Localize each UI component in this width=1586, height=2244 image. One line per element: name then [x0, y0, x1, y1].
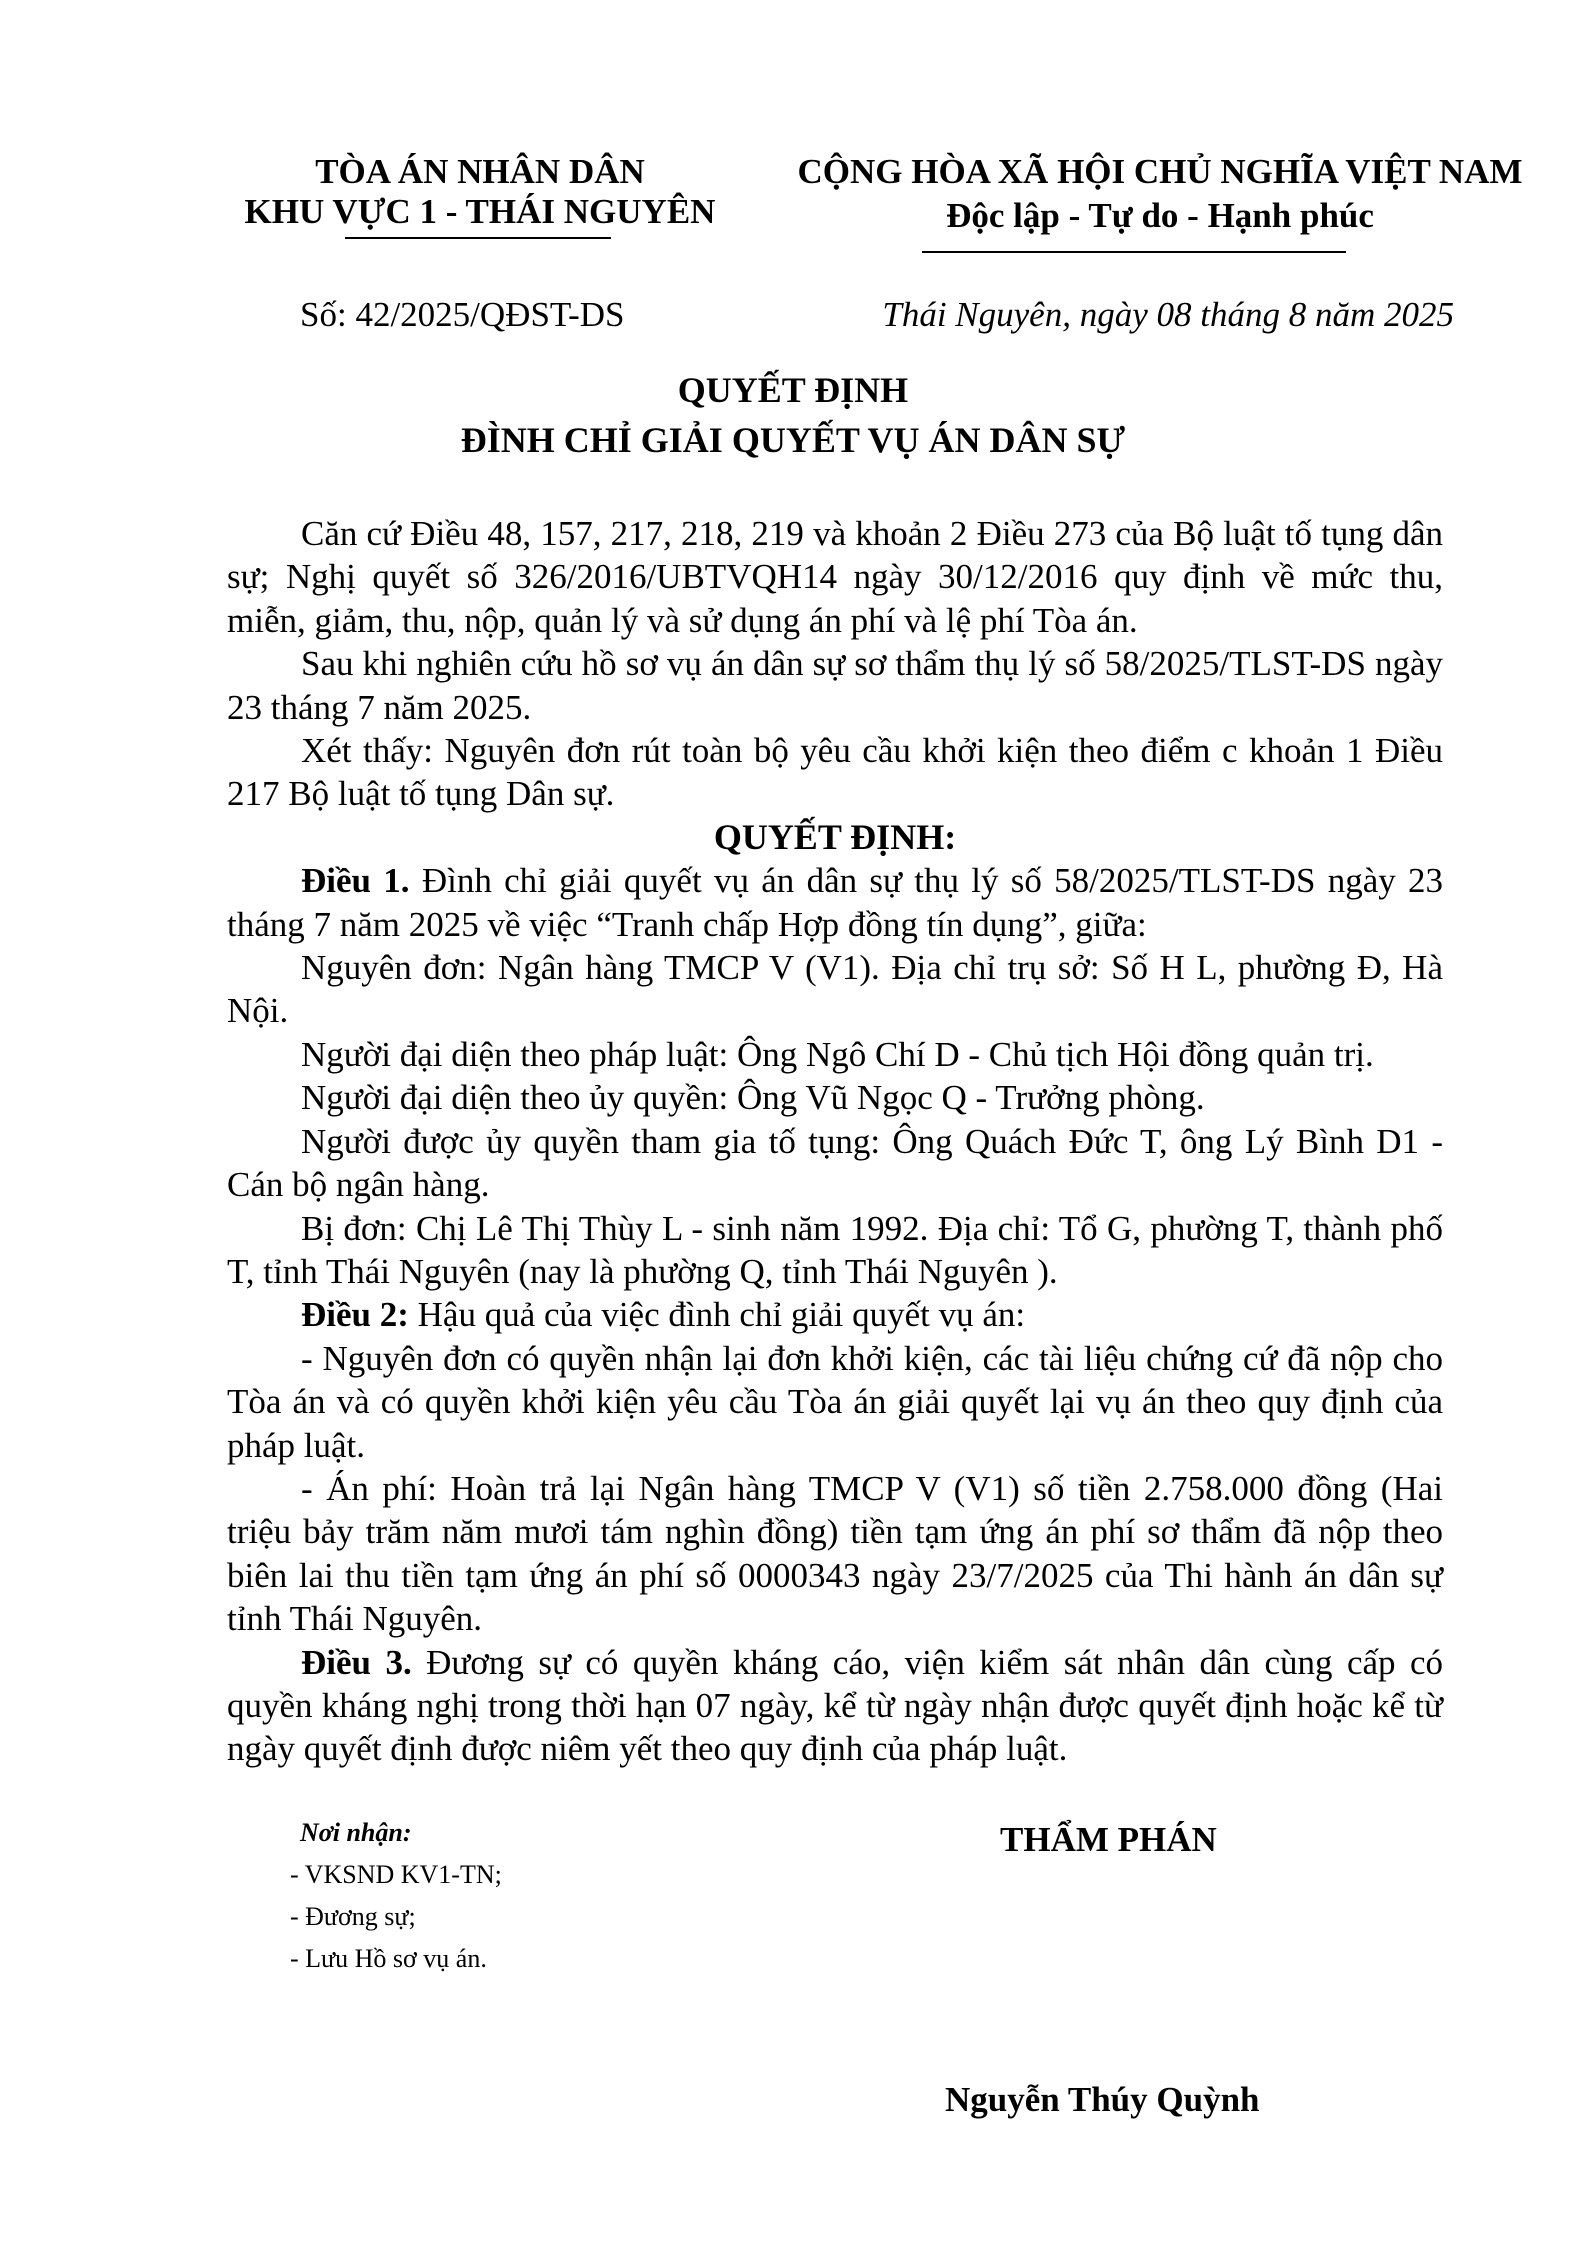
decision-subtitle: ĐÌNH CHỈ GIẢI QUYẾT VỤ ÁN DÂN SỰ — [460, 420, 1126, 460]
recipient-item: - Lưu Hồ sơ vụ án. — [290, 1944, 487, 1973]
article-3-label: Điều 3. — [301, 1642, 412, 1682]
signer-name: Nguyễn Thúy Quỳnh — [945, 2080, 1260, 2119]
article-2-item-2: - Án phí: Hoàn trả lại Ngân hàng TMCP V (V1) số tiền 2.758.000 đồng (Hai triệu bảy trăm năm mươi tám nghìn đồng) tiền tạm ứng án phí sơ thẩm đã nộp theo biên lai thu tiền tạm ứng án phí số 0000343 ngày 23/7/2025 của Thi hành án dân sự tỉnh Thái Nguyên. — [227, 1468, 1443, 1639]
court-name-line1: TÒA ÁN NHÂN DÂN — [315, 152, 645, 191]
article-1 — [227, 859, 1443, 946]
decision-heading: QUYẾT ĐỊNH: — [713, 816, 957, 857]
article-1-label: Điều 1. — [301, 861, 410, 901]
recipient-item: - VKSND KV1-TN; — [290, 1860, 502, 1889]
court-name-line2: KHU VỰC 1 - THÁI NGUYÊN — [244, 192, 716, 231]
finding-paragraph: Xét thấy: Nguyên đơn rút toàn bộ yêu cầu khởi kiện theo điểm c khoản 1 Điều 217 Bộ luật tố tụng Dân sự. — [227, 731, 1443, 814]
article-2 — [227, 1293, 1443, 1336]
sub-authorized-paragraph: Người được ủy quyền tham gia tố tụng: Ông Quách Đức T, ông Lý Bình D1 - Cán bộ ngân hàng. — [227, 1121, 1443, 1205]
article-3 — [227, 1641, 1443, 1771]
defendant-paragraph: Bị đơn: Chị Lê Thị Thùy L - sinh năm 1992. Địa chỉ: Tổ G, phường T, thành phố T, tỉnh Thái Nguyên (nay là phường Q, tỉnh Thái Nguyên ). — [227, 1208, 1443, 1291]
legal-basis-paragraph: Căn cứ Điều 48, 157, 217, 218, 219 và khoản 2 Điều 273 của Bộ luật tố tụng dân sự; Nghị quyết số 326/2016/UBTVQH14 ngày 30/12/2016 quy định về mức thu, miễn, giảm, thu, nộp, quản lý và sử dụng án phí và lệ phí Tòa án. — [227, 514, 1443, 640]
document-number: Số: 42/2025/QĐST-DS — [300, 295, 625, 334]
article-2-label: Điều 2: — [301, 1295, 409, 1335]
national-motto: Độc lập - Tự do - Hạnh phúc — [946, 196, 1374, 235]
decision-title: QUYẾT ĐỊNH — [677, 370, 909, 410]
national-title: CỘNG HÒA XÃ HỘI CHỦ NGHĨA VIỆT NAM — [797, 152, 1523, 191]
article-2-item-1: - Nguyên đơn có quyền nhận lại đơn khởi kiện, các tài liệu chứng cứ đã nộp cho Tòa án và có quyền khởi kiện yêu cầu Tòa án giải quyết lại vụ án theo quy định của pháp luật. — [227, 1338, 1443, 1465]
decision-body — [227, 512, 1443, 1771]
legal-representative-paragraph: Người đại diện theo pháp luật: Ông Ngô Chí D - Chủ tịch Hội đồng quản trị. — [301, 1034, 1374, 1074]
plaintiff-paragraph: Nguyên đơn: Ngân hàng TMCP V (V1). Địa chỉ trụ sở: Số H L, phường Đ, Hà Nội. — [227, 948, 1443, 1031]
recipient-item: - Đương sự; — [290, 1902, 416, 1931]
article-3-text: Đương sự có quyền kháng cáo, viện kiểm sát nhân dân cùng cấp có quyền kháng nghị trong thời hạn 07 ngày, kể từ ngày nhận được quyết định hoặc kể từ ngày quyết định được niêm yết theo quy định của pháp luật. — [227, 1642, 1443, 1769]
case-study-paragraph: Sau khi nghiên cứu hồ sơ vụ án dân sự sơ thẩm thụ lý số 58/2025/TLST-DS ngày 23 tháng 7 năm 2025. — [227, 644, 1443, 727]
recipients-title: Nơi nhận: — [300, 1818, 412, 1847]
article-1-text: Đình chỉ giải quyết vụ án dân sự thụ lý số 58/2025/TLST-DS ngày 23 tháng 7 năm 2025 về việc “Tranh chấp Hợp đồng tín dụng”, giữa: — [227, 861, 1444, 944]
recipients-block — [290, 1812, 502, 1980]
article-2-text: Hậu quả của việc đình chỉ giải quyết vụ án: — [408, 1295, 1026, 1335]
signer-role: THẨM PHÁN — [1000, 1820, 1217, 1859]
place-date: Thái Nguyên, ngày 08 tháng 8 năm 2025 — [882, 295, 1454, 334]
national-motto-underline — [922, 251, 1346, 253]
court-name-underline — [345, 237, 611, 239]
authorized-representative-paragraph: Người đại diện theo ủy quyền: Ông Vũ Ngọc Q - Trưởng phòng. — [301, 1078, 1205, 1118]
